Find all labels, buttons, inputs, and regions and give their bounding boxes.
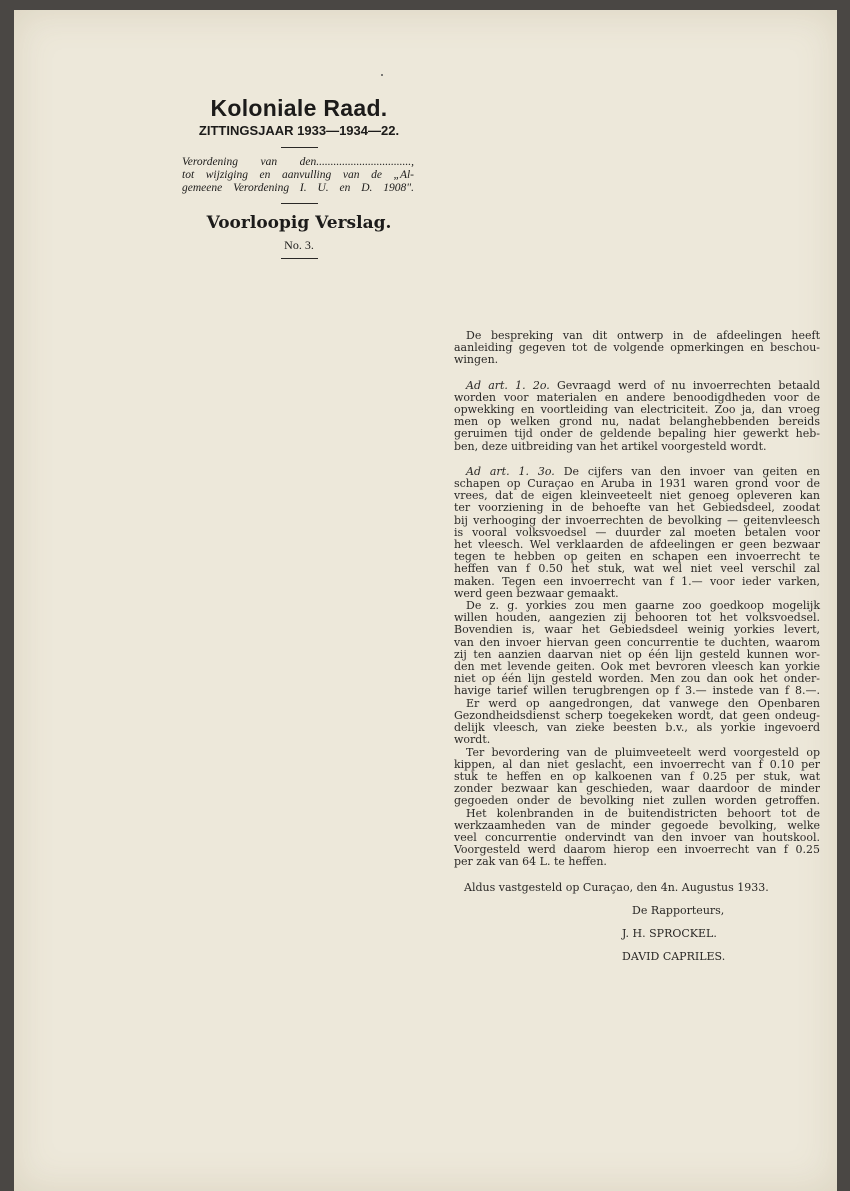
text-line: vrees, dat de eigen kleinveeteelt niet genoeg opleveren kan: [454, 489, 820, 503]
text-line: ter voorziening in de behoefte van het Gebiedsdeel, zoodat: [454, 501, 820, 515]
text-line: is vooral volksvoedsel — duurder zal moeten betalen voor: [454, 525, 820, 539]
text-line: wordt.: [454, 733, 491, 747]
text-line: havige tarief willen terugbrengen op f 3.— instede van f 8.—.: [454, 684, 820, 698]
text-line: stuk te heffen en op kalkoenen van f 0.25 per stuk, wat: [454, 769, 820, 783]
report-title: Voorloopig Verslag.: [206, 213, 392, 233]
text-line: het vleesch. Wel verklaarden de afdeelingen er geen bezwaar: [454, 538, 820, 552]
text-line: veel concurrentie ondervindt van den invoer van houtskool.: [454, 830, 820, 844]
text-line: van den invoer hiervan geen concurrentie te duchten, waarom: [454, 635, 820, 649]
text-line: gegoeden onder de bevolking niet zullen worden getroffen.: [454, 794, 820, 808]
ordinance-line: gemeene Verordening I. U. en D. 1908".: [182, 182, 414, 194]
text-line: per zak van 64 L. te heffen.: [454, 855, 607, 869]
council-title: Koloniale Raad.: [210, 95, 388, 121]
text-line: tegen te hebben op geiten en schapen een invoerrecht te: [454, 550, 820, 564]
ordinance-line: Verordening van den.................................,: [182, 156, 414, 168]
text-line: men op welken grond nu, nadat belanghebbenden bereids: [454, 415, 820, 429]
text-line: werd geen bezwaar gemaakt.: [454, 586, 619, 600]
document-page: [14, 10, 837, 1191]
divider: [281, 147, 318, 148]
poultry-paragraph: [454, 747, 820, 808]
divider: [281, 258, 318, 259]
intro-paragraph: [454, 330, 820, 367]
signer-sprockel: J. H. SPROCKEL.: [622, 926, 717, 940]
document-header: [174, 94, 424, 267]
closing-block: [454, 882, 820, 964]
text-line: heffen van f 0.50 het stuk, wat wel niet veel verschil zal: [454, 562, 820, 576]
text-line: opwekking en voortleiding van electriciteit. Zoo ja, dan vroeg: [454, 403, 820, 417]
report-number: No. 3.: [284, 238, 314, 252]
text-line: Bovendien is, waar het Gebiedsdeel weinig yorkies levert,: [454, 623, 820, 637]
health-service-paragraph: [454, 698, 820, 747]
ink-speck: [381, 74, 383, 76]
text-line: den met levende geiten. Ook met bevroren vleesch kan yorkie: [454, 660, 820, 674]
text-line: geruimen tijd onder de geldende bepaling hier gewerkt heb-: [454, 427, 820, 441]
text-line: Er werd op aangedrongen, dat vanwege den Openbaren: [466, 696, 820, 710]
rapporteurs-label: De Rapporteurs,: [632, 903, 725, 917]
text-line: Het kolenbranden in de buitendistricten behoort tot de: [466, 806, 820, 820]
text-span: Gevraagd werd of nu invoerrechten betaald: [557, 378, 820, 392]
yorkies-paragraph: [454, 600, 820, 698]
text-line: Ter bevordering van de pluimveeteelt werd voorgesteld op: [466, 745, 820, 759]
text-line: maken. Tegen een invoerrecht van f 1.— voor ieder varken,: [454, 574, 820, 588]
text-line: zij ten aanzien daarvan niet op één lijn gesteld kunnen wor-: [454, 647, 820, 661]
signer-capriles: DAVID CAPRILES.: [622, 950, 726, 964]
session-year: ZITTINGSJAAR 1933—1934—22.: [198, 123, 400, 138]
text-line: De z. g. yorkies zou men gaarne zoo goedkoop mogelijk: [466, 599, 820, 613]
divider: [281, 203, 318, 204]
text-line: worden voor materialen en andere benoodigdheden voor de: [454, 390, 820, 404]
text-line: Voorgesteld werd daarom hierop een invoerrecht van f 0.25: [454, 843, 820, 857]
text-line: aanleiding gegeven tot de volgende opmerkingen en beschou-: [454, 341, 820, 355]
report-body: [454, 330, 820, 974]
ordinance-description: [182, 156, 414, 195]
text-span: De cijfers van den invoer van geiten en: [563, 464, 820, 478]
text-line: schapen op Curaçao en Aruba in 1931 waren grond voor de: [454, 477, 820, 491]
text-line: willen houden, aangezien zij behooren tot het volksvoedsel.: [454, 611, 820, 625]
text-line: wingen.: [454, 353, 499, 367]
article-1-3-paragraph: [454, 466, 820, 600]
text-line: zonder bezwaar kan geschieden, waar daardoor de minder: [454, 782, 820, 796]
text-line: De bespreking van dit ontwerp in de afdeelingen heeft: [466, 329, 820, 342]
text-line: delijk vleesch, van zieke beesten b.v., als yorkie ingevoerd: [454, 721, 820, 735]
text-line: ben, deze uitbreiding van het artikel voorgesteld wordt.: [454, 439, 767, 453]
text-line: [454, 380, 820, 392]
date-line: Aldus vastgesteld op Curaçao, den 4n. Augustus 1933.: [464, 880, 769, 894]
text-line: Gezondheidsdienst scherp toegekeken wordt, dat geen ondeug-: [454, 708, 820, 722]
ordinance-line: tot wijziging en aanvulling van de „Al-: [182, 169, 414, 181]
text-line: bij verhooging der invoerrechten de bevolking — geitenvleesch: [454, 513, 820, 527]
article-label: Ad art. 1. 3o.: [466, 464, 555, 478]
charcoal-paragraph: [454, 808, 820, 869]
text-line: werkzaamheden van de minder gegoede bevolking, welke: [454, 818, 820, 832]
article-1-2-paragraph: [454, 380, 820, 453]
text-line: kippen, al dan niet geslacht, een invoerrecht van f 0.10 per: [454, 757, 820, 771]
article-label: Ad art. 1. 2o.: [466, 378, 550, 392]
text-line: niet op één lijn gesteld worden. Men zou dan ook het onder-: [454, 672, 820, 686]
